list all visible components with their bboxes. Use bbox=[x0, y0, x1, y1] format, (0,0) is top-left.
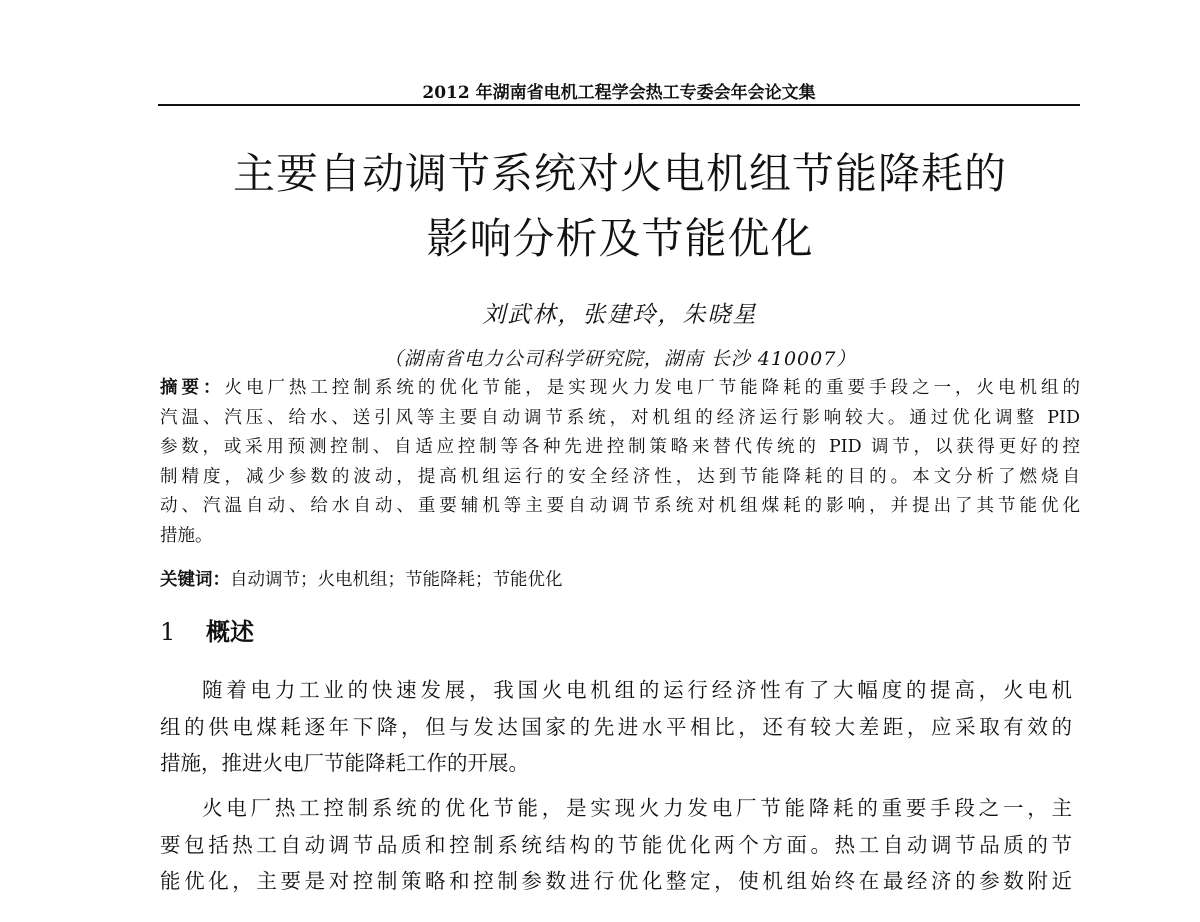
abstract bbox=[160, 374, 1080, 551]
header-rule bbox=[158, 104, 1080, 106]
paragraph-line: 措施，推进火电厂节能降耗工作的开展。 bbox=[160, 751, 529, 775]
abstract-label: 摘要： bbox=[160, 378, 225, 398]
section-title: 概述 bbox=[206, 618, 254, 646]
abstract-line bbox=[160, 374, 1080, 404]
keywords-text: 自动调节；火电机组；节能降耗；节能优化 bbox=[230, 570, 563, 590]
abstract-line: 参数，或采用预测控制、自适应控制等各种先进控制策略来替代传统的 PID 调节，以获得更好的控 bbox=[160, 437, 1080, 457]
abstract-line: 制精度，减少参数的波动，提高机组运行的安全经济性，达到节能降耗的目的。本文分析了燃烧自 bbox=[160, 466, 1080, 487]
body-paragraph-1 bbox=[160, 672, 1072, 782]
paper-affiliation: （湖南省电力公司科学研究院，湖南 长沙 410007） bbox=[383, 348, 857, 370]
paper-title-line-1: 主要自动调节系统对火电机组节能降耗的 bbox=[232, 149, 1007, 198]
paragraph-line: 组的供电煤耗逐年下降，但与发达国家的先进水平相比，还有较大差距，应采取有效的 bbox=[160, 714, 1072, 739]
section-heading bbox=[160, 612, 254, 647]
abstract-line: 措施。 bbox=[160, 525, 213, 546]
abstract-line: 动、汽温自动、给水自动、重要辅机等主要自动调节系统对机组煤耗的影响，并提出了其节能优化 bbox=[160, 496, 1080, 516]
paper-title-line-2: 影响分析及节能优化 bbox=[426, 214, 814, 263]
keywords bbox=[160, 566, 1080, 595]
abstract-line: 汽温、汽压、给水、送引风等主要自动调节系统，对机组的经济运行影响较大。通过优化调整 PID bbox=[160, 407, 1080, 428]
keywords-label: 关键词： bbox=[160, 570, 230, 590]
abstract-text: 火电厂热工控制系统的优化节能，是实现火力发电厂节能降耗的重要手段之一，火电机组的 bbox=[224, 378, 1081, 398]
paragraph-line: 随着电力工业的快速发展，我国火电机组的运行经济性有了大幅度的提高，火电机 bbox=[202, 678, 1072, 702]
paragraph-line: 能优化，主要是对控制策略和控制参数进行优化整定，使机组始终在最经济的参数附近 bbox=[160, 869, 1072, 893]
section-number: 1 bbox=[160, 618, 176, 646]
paper-authors: 刘武林，张建玲，朱晓星 bbox=[482, 302, 758, 328]
paragraph-line: 要包括热工自动调节品质和控制系统结构的节能优化两个方面。热工自动调节品质的节 bbox=[160, 832, 1072, 857]
running-header: 2012 年湖南省电机工程学会热工专委会年会论文集 bbox=[422, 83, 816, 103]
paragraph-line: 火电厂热工控制系统的优化节能，是实现火力发电厂节能降耗的重要手段之一，主 bbox=[202, 796, 1072, 820]
body-paragraph-2 bbox=[160, 790, 1072, 900]
